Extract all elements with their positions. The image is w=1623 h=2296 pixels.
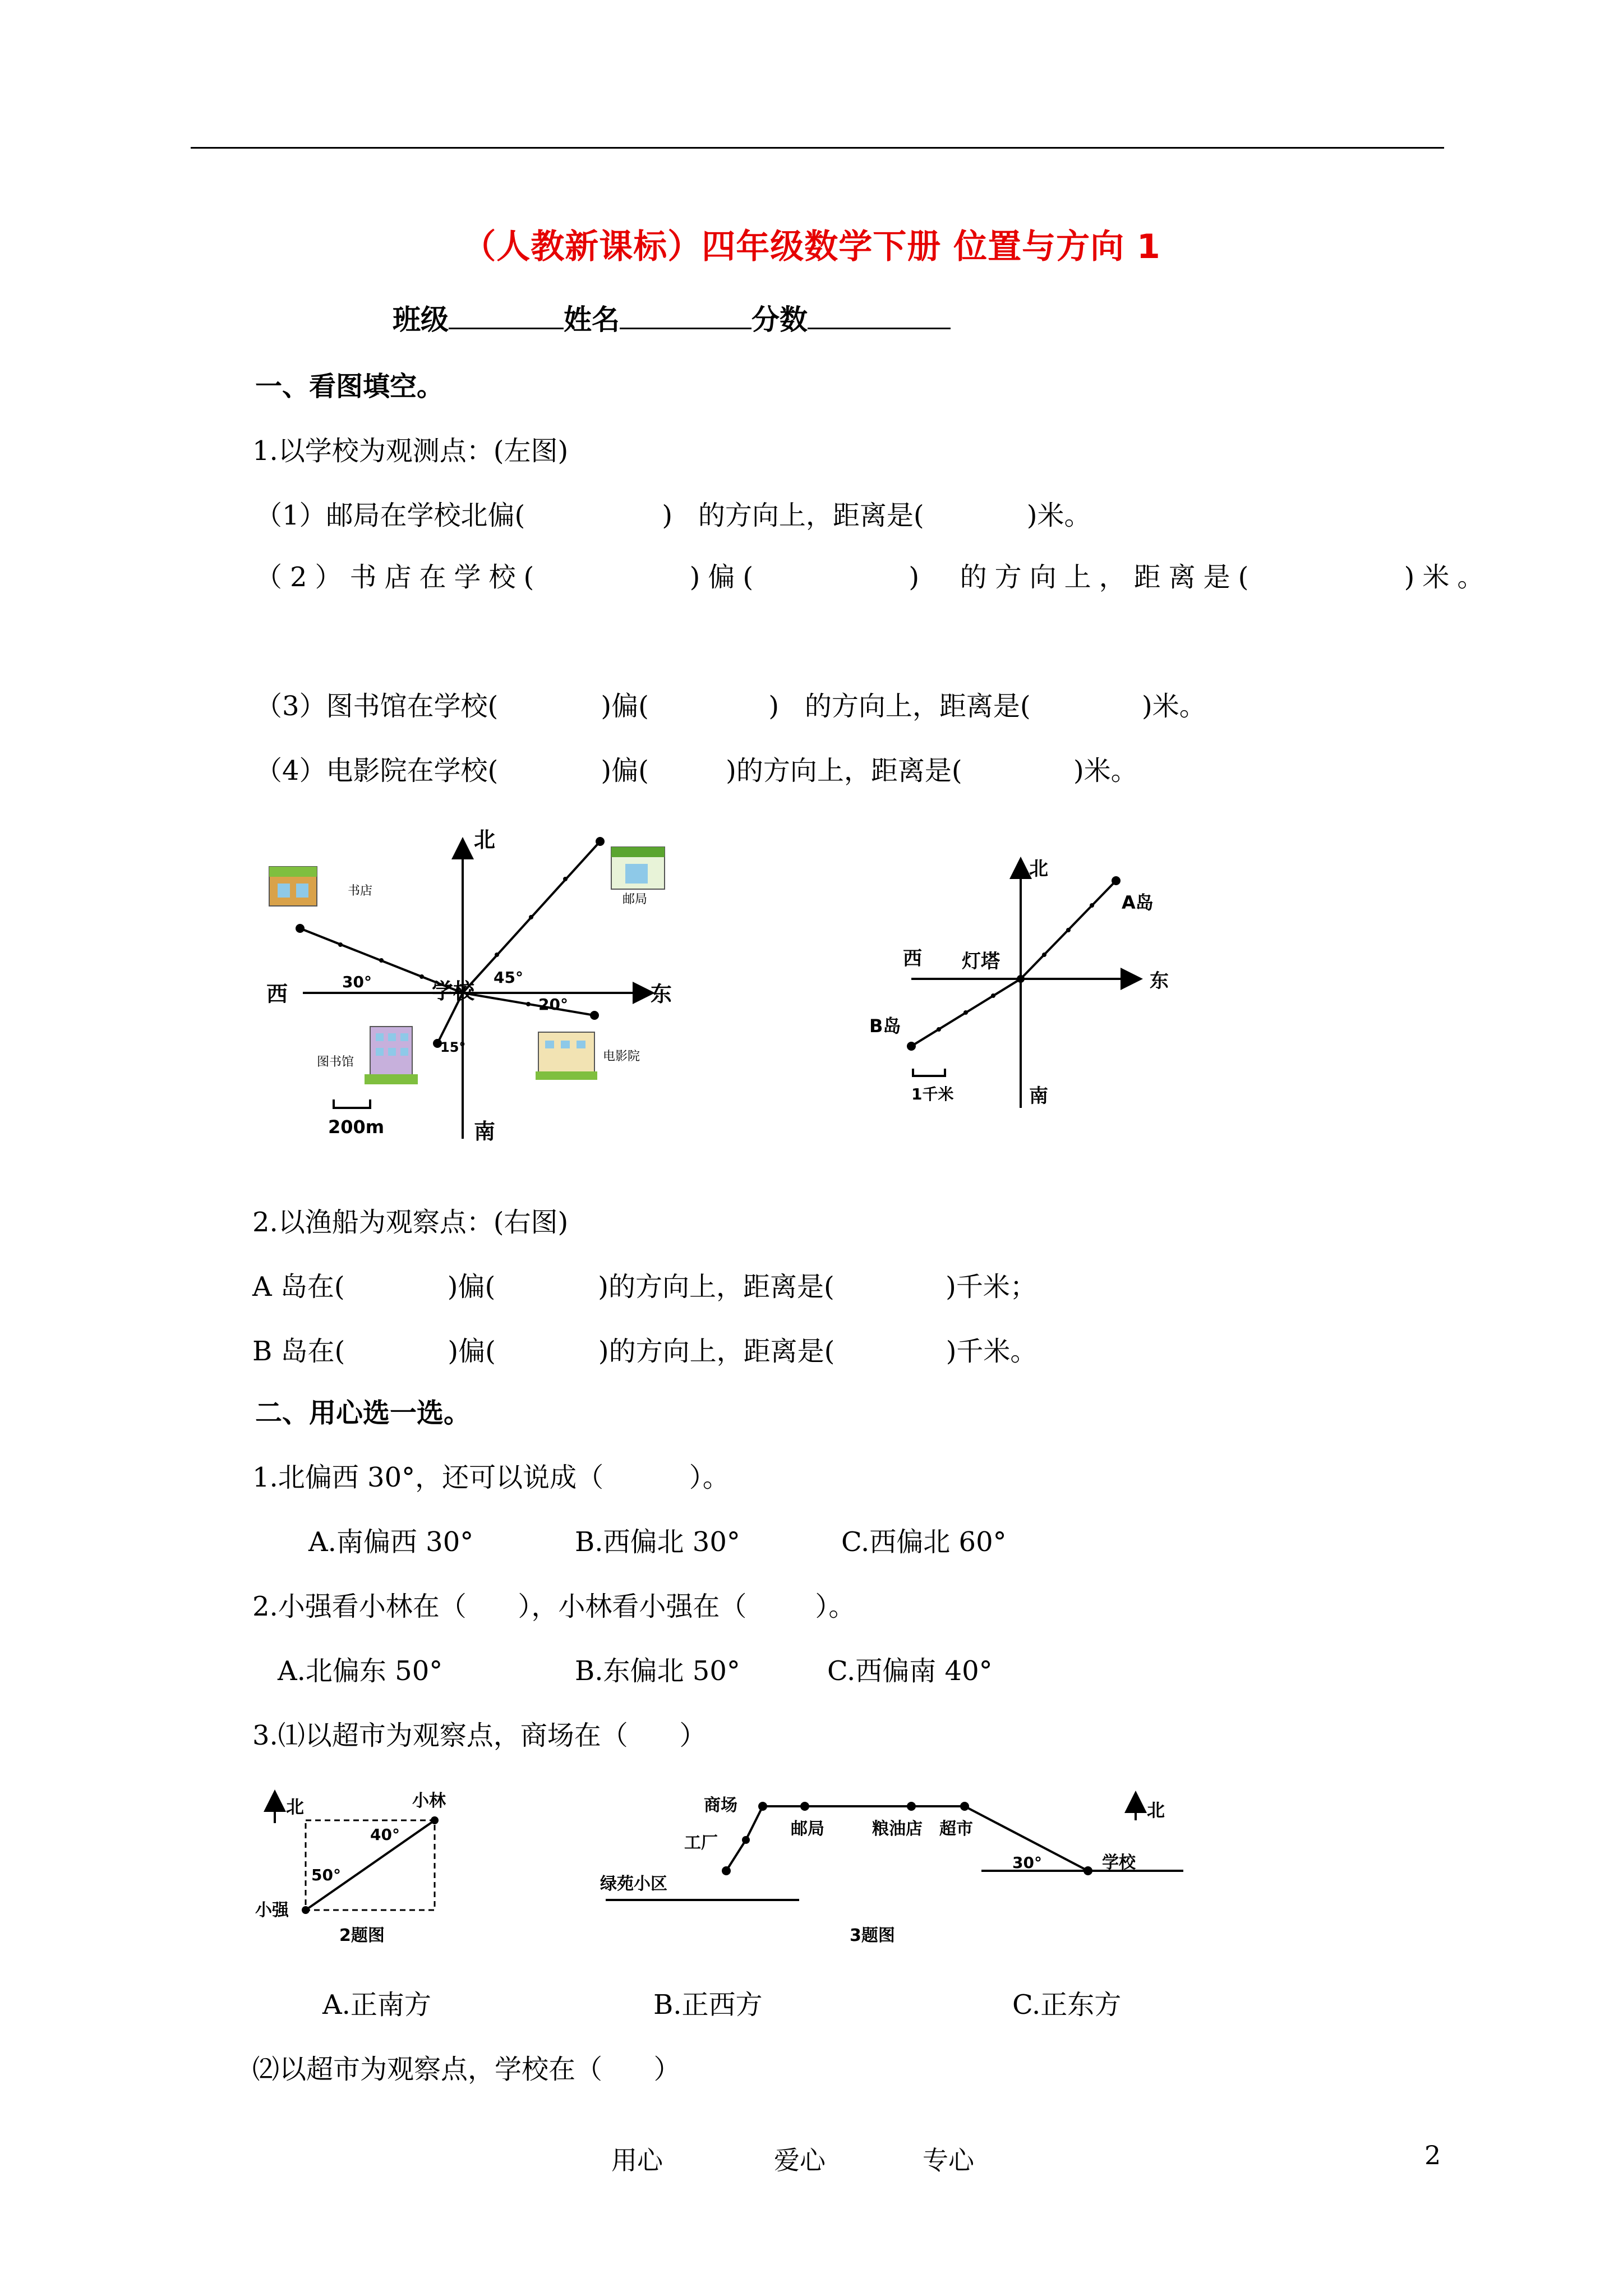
north-label: 北 <box>474 827 496 852</box>
name-label: 姓名 <box>564 303 620 336</box>
xiaoqiang-point <box>302 1906 310 1914</box>
q1-stem: 1.以学校为观测点：(左图) <box>252 435 569 467</box>
cinema-icon <box>536 1032 597 1080</box>
south-label: 南 <box>1029 1085 1048 1107</box>
student-info-row <box>393 297 951 338</box>
east-label: 东 <box>651 982 672 1006</box>
island-a-label: A岛 <box>1122 892 1154 913</box>
cinema-point <box>590 1011 599 1020</box>
s2-q2: 2.小强看小林在（ ），小林看小强在（ ）。 <box>252 1591 856 1622</box>
q2-stem: 2.以渔船为观察点：(右图) <box>252 1207 569 1238</box>
school-label: 学校 <box>432 979 475 1004</box>
island-b-label: B岛 <box>869 1015 901 1037</box>
right-direction-map <box>858 853 1251 1116</box>
s2-q2-opt-b[interactable]: B.东偏北 50° <box>575 1655 740 1687</box>
score-label: 分数 <box>751 303 808 336</box>
island-a-point <box>1112 876 1121 885</box>
island-b-point <box>907 1042 916 1051</box>
west-label: 西 <box>266 982 288 1006</box>
west-label: 西 <box>903 947 922 970</box>
q2-b: B 岛在( )偏( )的方向上，距离是( )千米。 <box>252 1336 1038 1367</box>
s2-q1-opt-a[interactable]: A.南偏西 30° <box>308 1526 474 1558</box>
fig3-caption: 3题图 <box>850 1926 895 1945</box>
post-office-point <box>596 837 605 846</box>
s2-q2-opt-a[interactable]: A.北偏东 50° <box>278 1655 443 1687</box>
footer-item-2: 爱心 <box>774 2145 826 2175</box>
q1-3: （3）图书馆在学校( )偏( ) 的方向上，距离是( )米。 <box>255 691 1206 722</box>
figure-3-diagram <box>594 1778 1200 1947</box>
north-label: 北 <box>1029 858 1048 880</box>
angle-45-label: 45° <box>494 968 523 987</box>
s2-q1-opt-c[interactable]: C.西偏北 60° <box>841 1526 1007 1558</box>
page-title: （人教新课标）四年级数学下册 位置与方向 1 <box>462 227 1161 266</box>
post-office-icon <box>611 847 665 889</box>
lighthouse-label: 灯塔 <box>962 950 1000 973</box>
north-label: 北 <box>286 1796 305 1818</box>
residential-label: 绿苑小区 <box>600 1874 667 1894</box>
q1-2: （2）书店在学校( )偏( ) 的方向上，距离是( )米。 <box>255 562 1492 593</box>
scale-label: 200m <box>328 1116 385 1138</box>
name-blank[interactable] <box>620 301 751 329</box>
section2-heading: 二、用心选一选。 <box>255 1397 471 1429</box>
angle-40-label: 40° <box>370 1825 400 1844</box>
library-icon <box>365 1027 418 1084</box>
angle-15-label: 15° <box>440 1039 466 1055</box>
q2-a: A 岛在( )偏( )的方向上，距离是( )千米； <box>252 1271 1037 1303</box>
factory-label: 工厂 <box>684 1833 718 1853</box>
east-label: 东 <box>1150 970 1169 992</box>
bookstore-icon <box>269 867 317 906</box>
s2-q1: 1.北偏西 30°，还可以说成（ ）。 <box>252 1462 730 1493</box>
angle-50-label: 50° <box>311 1866 341 1884</box>
class-label: 班级 <box>393 303 449 336</box>
lighthouse-point <box>1017 975 1025 983</box>
post-label: 邮局 <box>791 1819 824 1839</box>
xiaoqiang-label: 小强 <box>255 1901 289 1920</box>
s2-q3-opt-c[interactable]: C.正东方 <box>1012 1989 1122 2021</box>
supermarket-label: 超市 <box>939 1819 973 1839</box>
s2-q3-opt-b[interactable]: B.正西方 <box>653 1989 763 2021</box>
left-direction-map <box>258 825 740 1161</box>
s2-q2-opt-c[interactable]: C.西偏南 40° <box>827 1655 993 1687</box>
header-rule <box>191 147 1444 149</box>
south-label: 南 <box>474 1119 496 1144</box>
post-office-label: 邮局 <box>623 892 648 907</box>
scale-label: 1千米 <box>911 1085 954 1103</box>
footer-item-1: 用心 <box>611 2145 663 2175</box>
angle-20-label: 20° <box>538 995 568 1014</box>
library-label: 图书馆 <box>317 1055 354 1069</box>
angle-30-label: 30° <box>1012 1853 1042 1872</box>
section1-heading: 一、看图填空。 <box>255 371 444 402</box>
page-number: 2 <box>1424 2140 1441 2170</box>
xiaolin-label: 小林 <box>412 1791 446 1811</box>
cinema-label: 电影院 <box>603 1050 640 1064</box>
q1-4: （4）电影院在学校( )偏( )的方向上，距离是( )米。 <box>255 755 1138 786</box>
class-blank[interactable] <box>449 301 564 329</box>
north-label: 北 <box>1147 1800 1165 1821</box>
grain-store-label: 粮油店 <box>872 1819 923 1839</box>
mall-label: 商场 <box>704 1796 737 1815</box>
s2-q1-opt-b[interactable]: B.西偏北 30° <box>575 1526 740 1558</box>
scale-bar <box>913 1069 945 1076</box>
figure-2-diagram <box>247 1778 482 1947</box>
angle-30-label: 30° <box>342 973 372 991</box>
s2-q3-opt-a[interactable]: A.正南方 <box>322 1989 431 2021</box>
bookstore-point <box>296 924 305 933</box>
footer-item-3: 专心 <box>923 2145 974 2175</box>
scale-bar <box>334 1099 370 1108</box>
fig2-caption: 2题图 <box>339 1926 385 1945</box>
score-blank[interactable] <box>808 301 951 329</box>
s2-q3-1: 3.⑴以超市为观察点，商场在（ ） <box>252 1720 707 1751</box>
s2-q3-2: ⑵以超市为观察点，学校在（ ） <box>252 2054 681 2085</box>
school-label: 学校 <box>1102 1853 1136 1872</box>
bookstore-label: 书店 <box>348 884 373 898</box>
xiaolin-point <box>431 1816 439 1824</box>
q1-1: （1）邮局在学校北偏( ) 的方向上，距离是( )米。 <box>255 500 1091 531</box>
